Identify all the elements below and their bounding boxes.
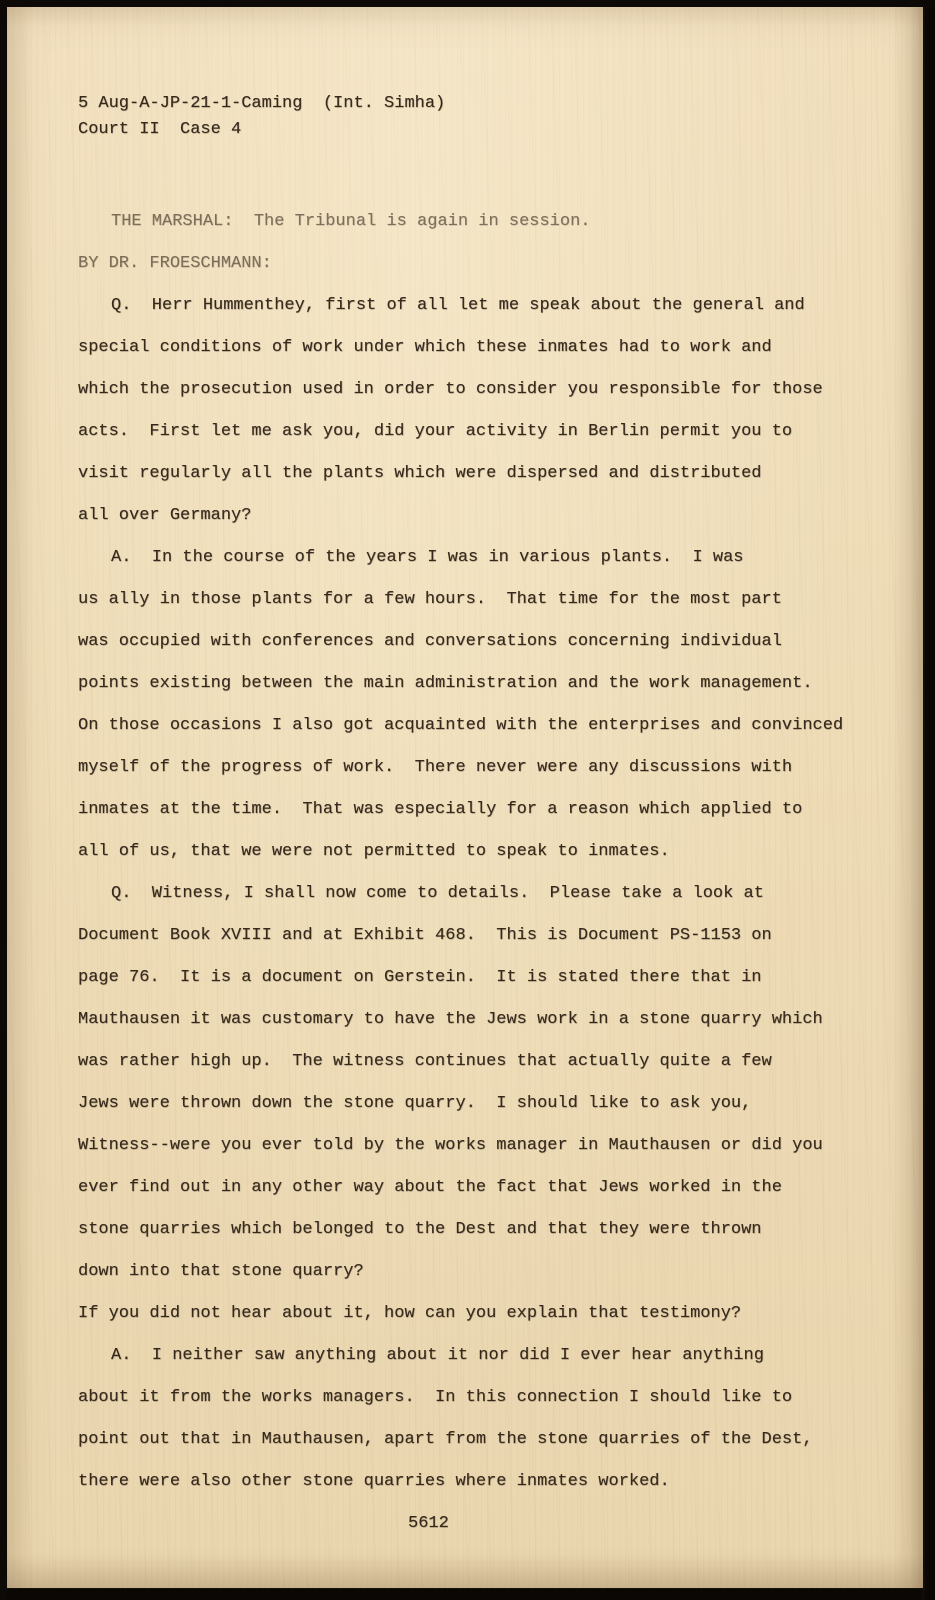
paper-sheet [7,7,923,1588]
transcript-line: On those occasions I also got acquainted with the enterprises and convinced [78,716,844,735]
transcript-line: stone quarries which belonged to the Dest and that they were thrown [78,1220,762,1239]
transcript-line: acts. First let me ask you, did your activity in Berlin permit you to [78,422,793,441]
transcript-line: down into that stone quarry? [78,1262,364,1281]
transcript-line: was occupied with conferences and conversations concerning individual [78,632,782,651]
header-docket-line: 5 Aug-A-JP-21-1-Caming (Int. Simha) [78,94,446,113]
transcript-body [78,201,918,1503]
transcript-line: Q. Herr Hummenthey, first of all let me speak about the general and [111,296,805,315]
transcript-line: about it from the works managers. In this connection I should like to [78,1388,793,1407]
page-number: 5612 [408,1514,449,1533]
transcript-line: point out that in Mauthausen, apart from the stone quarries of the Dest, [78,1430,813,1449]
transcript-line: If you did not hear about it, how can you explain that testimony? [78,1304,742,1323]
transcript-line: A. In the course of the years I was in various plants. I was [111,548,744,567]
transcript-line: special conditions of work under which these inmates had to work and [78,338,772,357]
header-court-case-line: Court II Case 4 [78,120,242,139]
transcript-line: myself of the progress of work. There never were any discussions with [78,758,793,777]
transcript-line: was rather high up. The witness continues that actually quite a few [78,1052,772,1071]
transcript-line: all over Germany? [78,506,252,525]
transcript-line: Jews were thrown down the stone quarry. I should like to ask you, [78,1094,752,1113]
transcript-line: points existing between the main administration and the work management. [78,674,813,693]
transcript-line: which the prosecution used in order to consider you responsible for those [78,380,823,399]
transcript-line: us ally in those plants for a few hours. That time for the most part [78,590,782,609]
transcript-line: Witness--were you ever told by the works manager in Mauthausen or did you [78,1136,823,1155]
transcript-line: A. I neither saw anything about it nor did I ever hear anything [111,1346,764,1365]
transcript-line: ever find out in any other way about the fact that Jews worked in the [78,1178,782,1197]
transcript-line: visit regularly all the plants which were dispersed and distributed [78,464,762,483]
transcript-line: there were also other stone quarries where inmates worked. [78,1472,670,1491]
transcript-line: page 76. It is a document on Gerstein. It is stated there that in [78,968,762,987]
transcript-line: all of us, that we were not permitted to speak to inmates. [78,842,670,861]
transcript-line: Q. Witness, I shall now come to details. Please take a look at [111,884,764,903]
transcript-line: Mauthausen it was customary to have the Jews work in a stone quarry which [78,1010,823,1029]
transcript-line: THE MARSHAL: The Tribunal is again in session. [111,212,591,231]
transcript-line: Document Book XVIII and at Exhibit 468. This is Document PS-1153 on [78,926,772,945]
transcript-line: BY DR. FROESCHMANN: [78,254,272,273]
transcript-line: inmates at the time. That was especially for a reason which applied to [78,800,803,819]
page-header [78,91,445,143]
